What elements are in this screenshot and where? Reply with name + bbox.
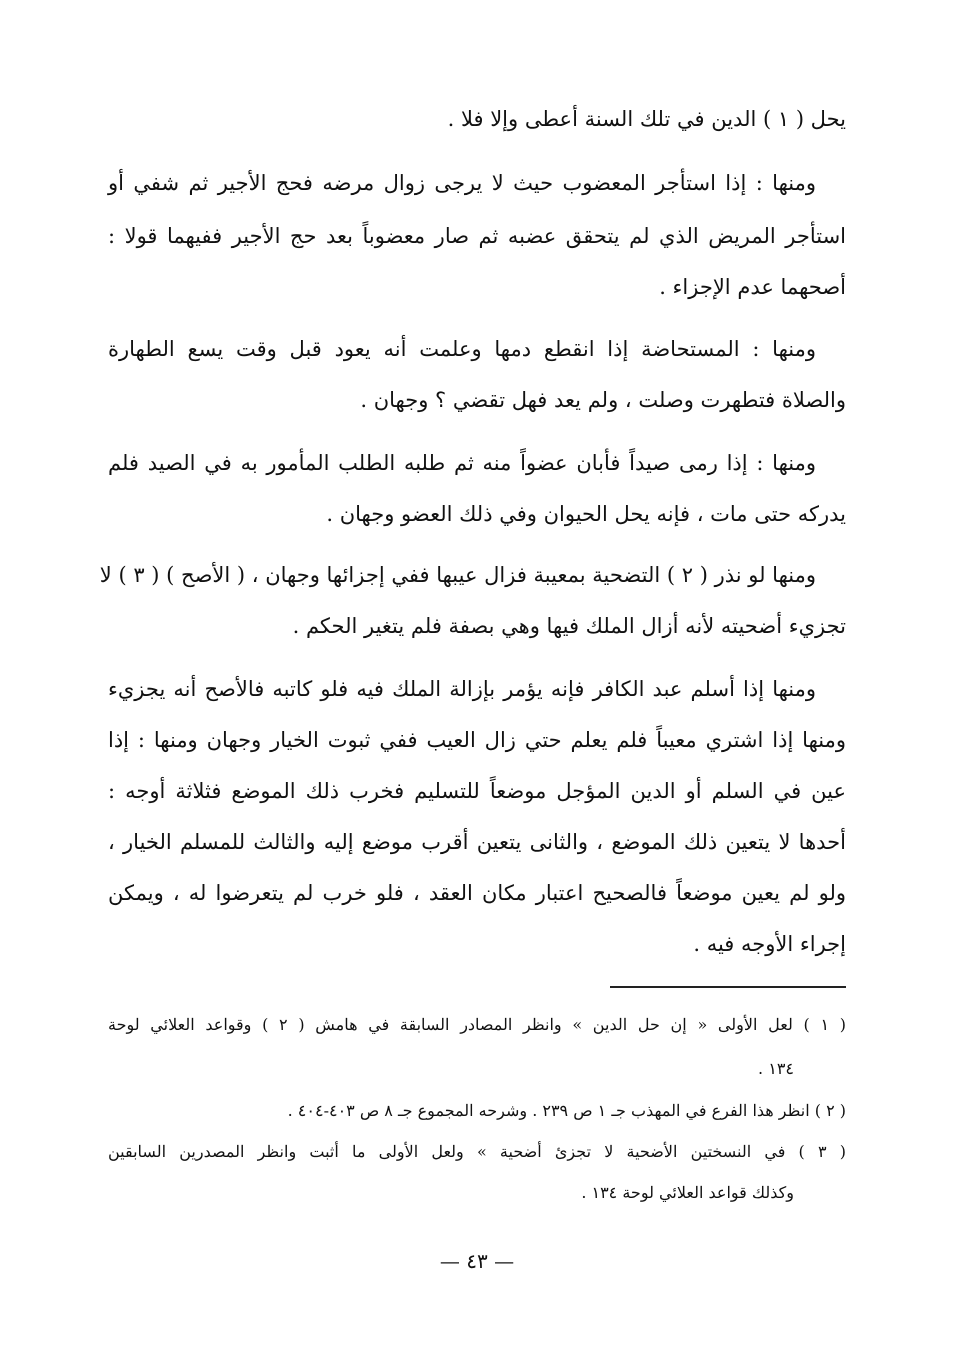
body-line-1: يحل ( ١ ) الدين في تلك السنة أعطى وإلا فلا . (447, 107, 846, 131)
body-line-3: استأجر المريض الذي لم يتحقق عضبه ثم صار معضوباً بعد حج الأجير ففيهما قولا : (108, 224, 846, 248)
body-line-15: ولو لم يعين موضعاً فالصحيح اعتبار مكان العقد ، فلو خرب لم يتعرضوا له ، ويمكن (108, 881, 846, 905)
footnote-1-line-1: ( ١ ) لعل الأولى « إن حل الدين » وانظر المصادر السابقة في هامش ( ٢ ) وقواعد العلائي لوحة (108, 1015, 846, 1034)
footnote-3-line-2: وكذلك قواعد العلائي لوحة ١٣٤ . (581, 1183, 794, 1202)
body-line-5: ومنها : المستحاضة إذا انقطع دمها وعلمت أنه يعود قبل وقت يسع الطهارة (108, 337, 816, 361)
body-line-10: تجزيء أضحيته لأنه أزال الملك فيها وهي بصفة فلم يتغير الحكم . (292, 614, 846, 638)
page-number: — ٤٣ — (439, 1249, 515, 1273)
body-line-14: أحدها لا يتعين ذلك الموضع ، والثانى يتعين أقرب موضع إليه والثالث للمسلم الخيار ، (108, 830, 846, 854)
body-line-6: والصلاة فتطهرت وصلت ، ولم يعد فهل تقضي ؟ وجهان . (360, 388, 846, 412)
body-line-7: ومنها : إذا رمى صيداً فأبان عضواً منه ثم طلبه الطلب المأمور به في الصيد فلم (108, 451, 816, 475)
footnote-1-line-2: ١٣٤ . (758, 1059, 794, 1078)
body-line-16: إجراء الأوجه فيه . (693, 932, 846, 956)
footnote-3-line-1: ( ٣ ) في النسختين الأضحية لا تجزئ أضحية » ولعل الأولى ما أثبت وانظر المصدرين السابقين (108, 1142, 847, 1161)
footnote-separator (610, 986, 846, 988)
body-line-11: ومنها إذا أسلم عبد الكافر فإنه يؤمر بإزالة الملك فيه فلو كاتبه فالأصح أنه يجزيء (108, 677, 816, 701)
body-line-9: ومنها لو نذر ( ٢ ) التضحية بمعيبة فزال عيبها ففي إجزائها وجهان ، ( الأصح ) ( ٣ ) لا (99, 563, 816, 587)
body-line-2: ومنها : إذا استأجر المعضوب حيث لا يرجى زوال مرضه فحج الأجير ثم شفي أو (108, 171, 816, 195)
footnote-2: ( ٢ ) انظر هذا الفرع في المهذب جـ ١ ص ٢٣٩ . وشرحه المجموع جـ ٨ ص ٤٠٣-٤٠٤ . (287, 1101, 846, 1120)
body-line-13: عين في السلم أو الدين المؤجل موضعاً للتسليم فخرب ذلك الموضع فثلاثة أوجه : (108, 779, 847, 803)
body-line-12: ومنها إذا اشتري معيباً فلم يعلم حتي زال العيب ففي ثبوت الخيار وجهان ومنها : إذا (108, 728, 846, 752)
body-line-4: أصحهما عدم الإجزاء . (659, 275, 846, 299)
body-line-8: يدركه حتى مات ، فإنه يحل الحيوان وفي ذلك العضو وجهان . (326, 502, 846, 526)
